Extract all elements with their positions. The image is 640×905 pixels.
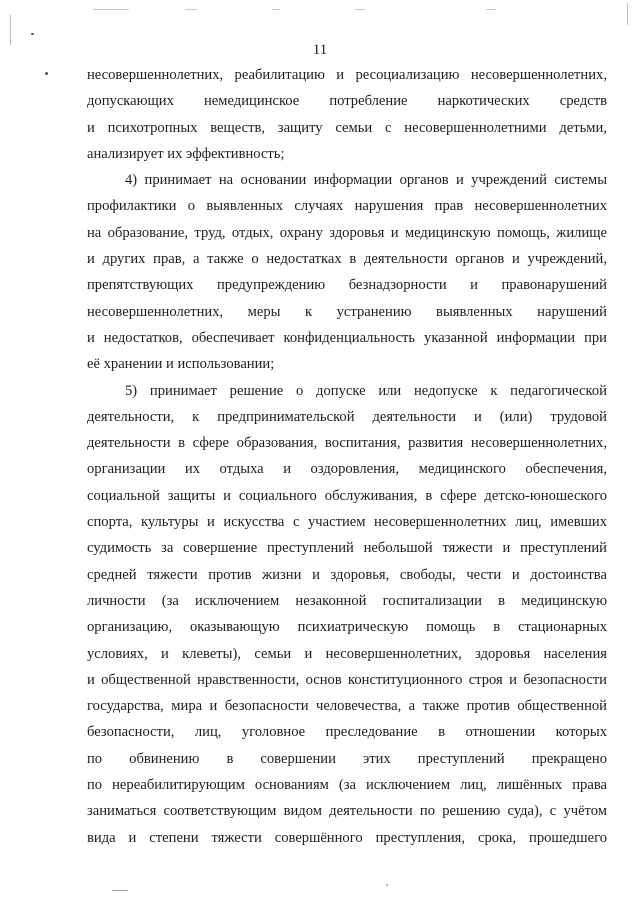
page-number: 11 bbox=[312, 42, 328, 58]
text-line: несовершеннолетних, реабилитацию и ресоциализацию несовершеннолетних, bbox=[87, 67, 607, 83]
text-line: спорта, культуры и искусства с участием несовершеннолетних лиц, имевших bbox=[87, 514, 607, 531]
text-line: государства, мира и безопасности человечества, а также против общественной bbox=[87, 698, 607, 715]
scan-artifact-top-5 bbox=[486, 9, 496, 10]
text-line: и других прав, а также о недостатках в деятельности органов и учреждений, bbox=[87, 251, 607, 268]
text-line: профилактики о выявленных случаях нарушения прав несовершеннолетних bbox=[87, 198, 607, 215]
text-line: судимость за совершение преступлений небольшой тяжести и преступлений bbox=[87, 540, 607, 557]
scan-speck-3 bbox=[386, 884, 388, 886]
scan-speck-1 bbox=[31, 33, 34, 35]
text-line: 4) принимает на основании информации органов и учреждений системы bbox=[125, 172, 607, 189]
document-body bbox=[87, 62, 607, 851]
text-line: деятельности в сфере образования, воспитания, развития несовершеннолетних, bbox=[87, 435, 607, 452]
scan-artifact-top-3 bbox=[272, 9, 280, 10]
text-line: условиях, и клеветы), семьи и несовершеннолетних, здоровья населения bbox=[87, 645, 607, 662]
text-line: её хранении и использовании; bbox=[87, 356, 275, 373]
text-line: безопасности, лиц, уголовное преследование в отношении которых bbox=[87, 724, 607, 741]
paragraph-item-5 bbox=[87, 378, 607, 851]
text-line: личности (за исключением незаконной госпитализации в медицинскую bbox=[87, 592, 607, 609]
scan-speck-2 bbox=[45, 72, 48, 75]
scan-artifact-top-2 bbox=[185, 9, 197, 10]
text-line: несовершеннолетних, меры к устранению выявленных нарушений bbox=[87, 303, 607, 320]
text-line: и психотропных веществ, защиту семьи с несовершеннолетними детьми, bbox=[87, 119, 607, 136]
text-line: организации их отдыха и оздоровления, медицинского обеспечения, bbox=[87, 461, 607, 478]
text-line: деятельности, к предпринимательской деятельности и (или) трудовой bbox=[87, 408, 607, 425]
text-line: и недостатков, обеспечивает конфиденциальность указанной информации при bbox=[87, 329, 607, 346]
text-line: препятствующих предупреждению безнадзорности и правонарушений bbox=[87, 277, 607, 294]
text-line: социальной защиты и социального обслуживания, в сфере детско-юношеского bbox=[87, 487, 607, 504]
text-line: анализирует их эффективность; bbox=[87, 145, 285, 162]
paragraph-item-4 bbox=[87, 167, 607, 377]
scan-artifact-bottom-1 bbox=[112, 890, 128, 891]
text-line: средней тяжести против жизни и здоровья, свободы, чести и достоинства bbox=[87, 566, 607, 583]
scan-artifact-top-1 bbox=[93, 9, 129, 10]
text-line: заниматься соответствующим видом деятельности по решению суда), с учётом bbox=[87, 803, 607, 820]
text-line: на образование, труд, отдых, охрану здоровья и медицинскую помощь, жилище bbox=[87, 224, 607, 241]
text-line: по нереабилитирующим основаниям (за исключением лиц, лишённых права bbox=[87, 777, 607, 794]
paragraph-continuation bbox=[87, 62, 607, 167]
text-line: и общественной нравственности, основ конституционного строя и безопасности bbox=[87, 671, 607, 688]
text-line: 5) принимает решение о допуске или недопуске к педагогической bbox=[125, 382, 607, 399]
text-line: вида и степени тяжести совершённого преступления, срока, прошедшего bbox=[87, 829, 607, 846]
scan-artifact-right-edge bbox=[627, 3, 628, 25]
scan-artifact-top-4 bbox=[355, 9, 365, 10]
text-line: организацию, оказывающую психиатрическую помощь в стационарных bbox=[87, 619, 607, 636]
text-line: по обвинению в совершении этих преступлений прекращено bbox=[87, 750, 607, 767]
text-line: допускающих немедицинское потребление наркотических средств bbox=[87, 93, 607, 110]
